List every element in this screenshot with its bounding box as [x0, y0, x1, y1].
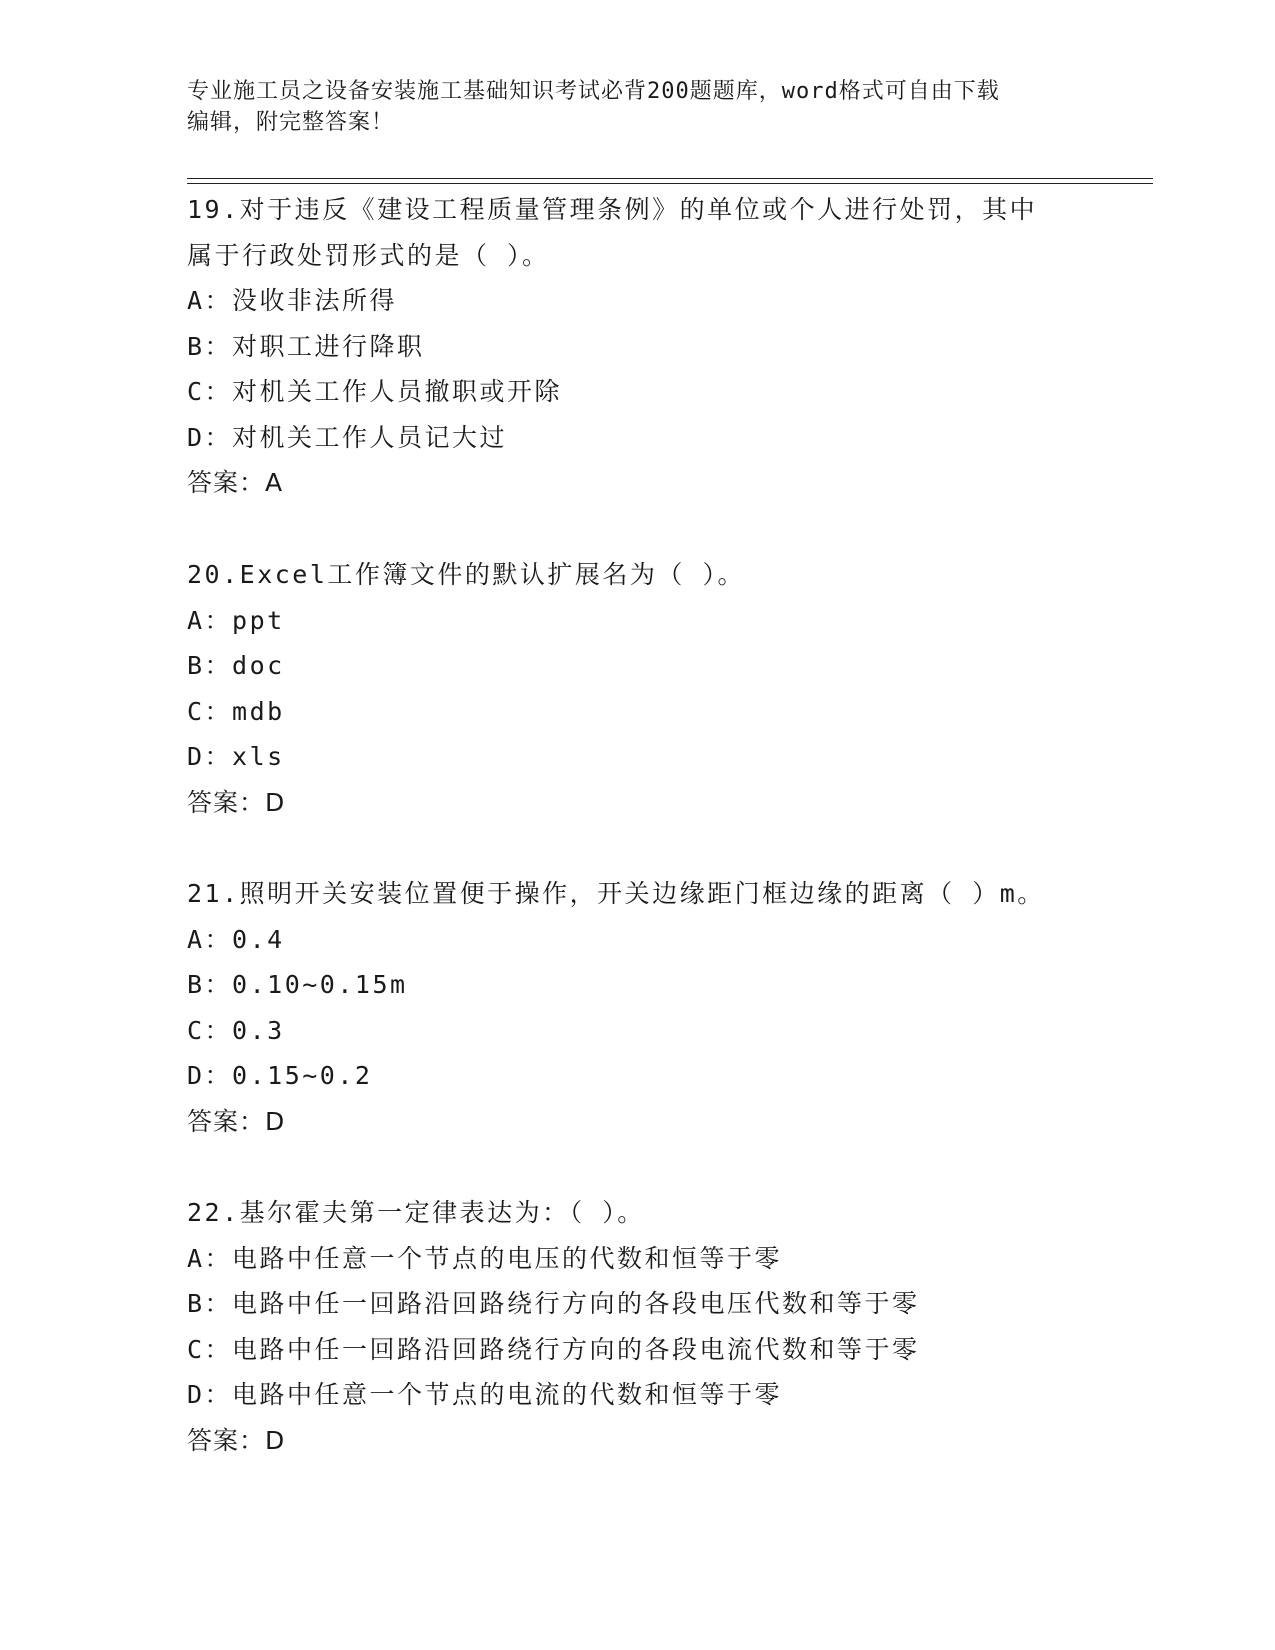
option-b: B：电路中任一回路沿回路绕行方向的各段电压代数和等于零: [187, 1289, 920, 1318]
option-c: C：电路中任一回路沿回路绕行方向的各段电流代数和等于零: [187, 1334, 920, 1364]
option-a: A：ppt: [187, 605, 285, 635]
answer-line: 答案：A: [187, 468, 284, 497]
question-21: [187, 871, 1087, 1144]
option-b: B：对职工进行降职: [187, 331, 425, 361]
option-a: A：0.4: [187, 924, 285, 954]
option-a: A：没收非法所得: [187, 286, 398, 315]
question-20: [187, 552, 1087, 825]
header-line-1: 专业施工员之设备安装施工基础知识考试必背200题题库，word格式可自由下载: [187, 79, 1000, 104]
answer-line: 答案：D: [187, 787, 286, 817]
option-c: C：mdb: [187, 696, 285, 726]
header-line-2: 编辑，附完整答案！: [187, 110, 395, 135]
answer-line: 答案：D: [187, 1106, 286, 1136]
answer-line: 答案：D: [187, 1425, 286, 1455]
option-d: D：对机关工作人员记大过: [187, 422, 508, 452]
document-header: [187, 76, 1087, 138]
question-22: [187, 1190, 1087, 1463]
header-divider-top: [187, 178, 1153, 179]
question-stem-line: 19.对于违反《建设工程质量管理条例》的单位或个人进行处罚，其中: [187, 195, 1038, 224]
question-stem-line: 21.照明开关安装位置便于操作，开关边缘距门框边缘的距离（ ）m。: [187, 879, 1045, 908]
option-c: C：0.3: [187, 1015, 285, 1045]
question-stem-line: 属于行政处罚形式的是（ ）。: [187, 240, 550, 270]
option-c: C：对机关工作人员撤职或开除: [187, 377, 563, 406]
question-stem-line: 20.Excel工作簿文件的默认扩展名为（ ）。: [187, 560, 745, 589]
question-19: [187, 187, 1087, 506]
option-d: D：xls: [187, 742, 285, 771]
option-b: B：doc: [187, 651, 285, 680]
question-stem-line: 22.基尔霍夫第一定律表达为：（ ）。: [187, 1198, 645, 1227]
option-d: D：电路中任意一个节点的电流的代数和恒等于零: [187, 1380, 783, 1409]
header-divider-bottom: [187, 183, 1153, 184]
option-b: B：0.10~0.15m: [187, 970, 408, 999]
option-a: A：电路中任意一个节点的电压的代数和恒等于零: [187, 1243, 783, 1273]
option-d: D：0.15~0.2: [187, 1061, 373, 1090]
